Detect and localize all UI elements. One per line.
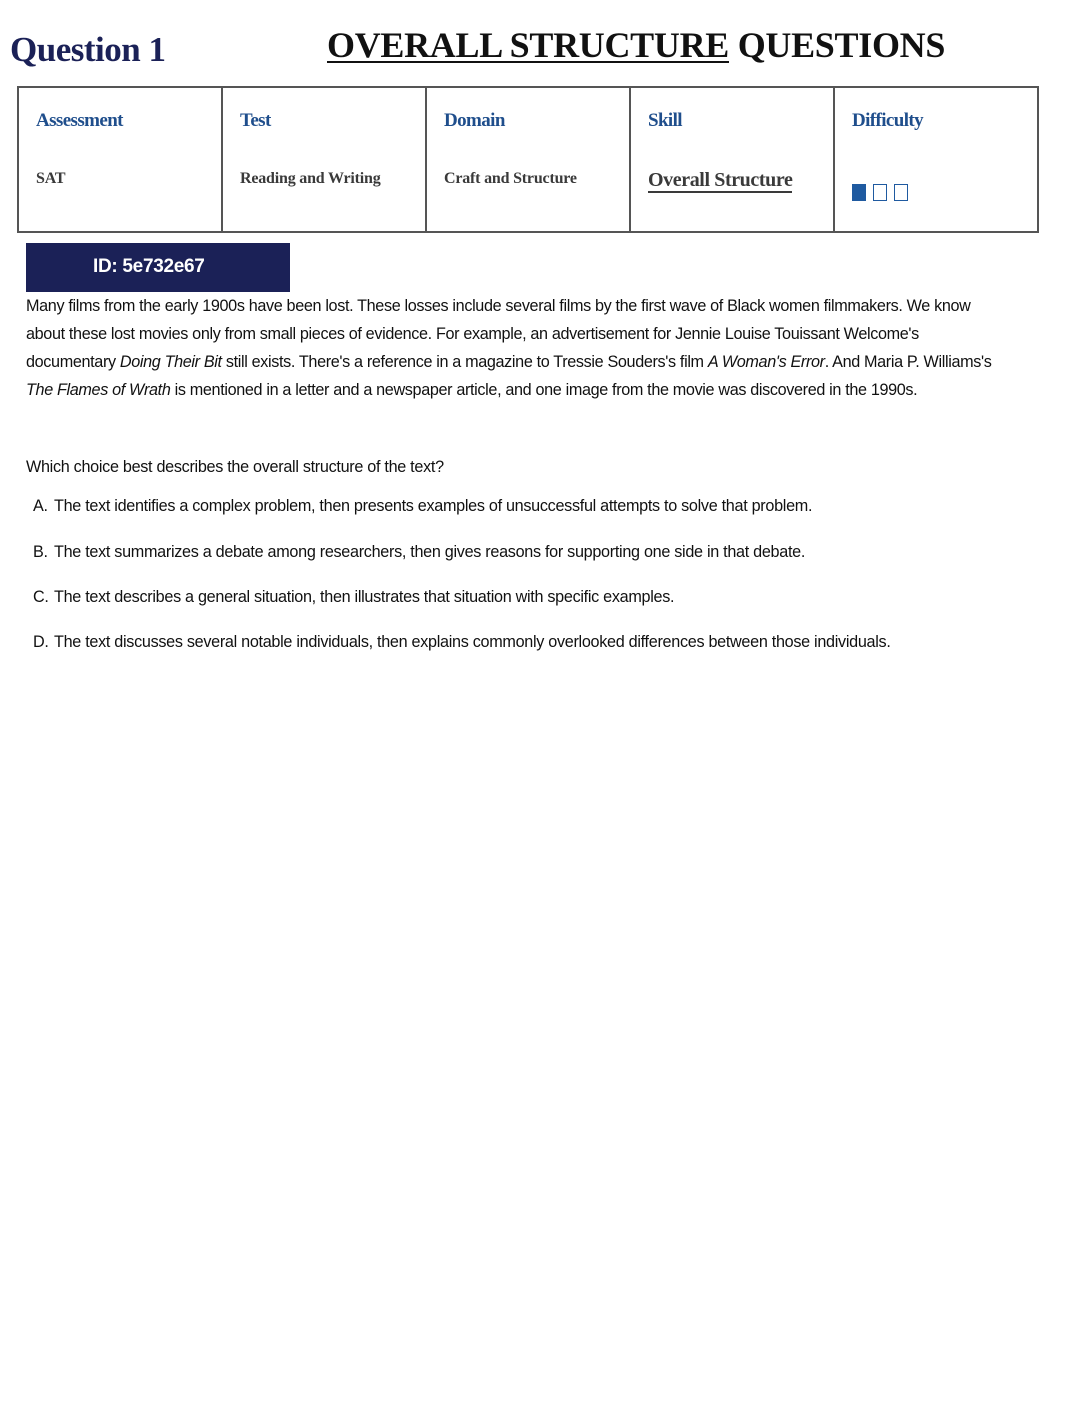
page-title-underlined: OVERALL STRUCTURE bbox=[327, 25, 729, 65]
passage-part: Many films from the early 1900s have been lost. These losses include several films by the first wave of Black women filmmakers. We know about these lost movies only from small pieces of evidence. For example, an advertisement for Jennie Louise Touissant Welcome's documentary bbox=[26, 297, 971, 371]
difficulty-indicator bbox=[852, 184, 908, 201]
passage-text bbox=[26, 292, 1001, 404]
choice-c[interactable] bbox=[33, 583, 933, 611]
choice-text: The text identifies a complex problem, then presents examples of unsuccessful attempts to solve that problem. bbox=[54, 497, 813, 515]
question-metadata-table bbox=[17, 86, 1039, 233]
question-prompt: Which choice best describes the overall structure of the text? bbox=[26, 458, 444, 476]
meta-skill-cell bbox=[630, 87, 834, 232]
meta-difficulty-label: Difficulty bbox=[852, 110, 924, 131]
page-title-rest: QUESTIONS bbox=[729, 25, 946, 65]
meta-assessment-label: Assessment bbox=[36, 110, 123, 131]
choice-letter: C. bbox=[33, 588, 49, 606]
meta-test-cell bbox=[222, 87, 426, 232]
passage-part: . And Maria P. Williams's bbox=[824, 353, 992, 371]
film-title: A Woman's Error bbox=[707, 353, 825, 371]
film-title: Doing Their Bit bbox=[119, 353, 222, 371]
meta-domain-cell bbox=[426, 87, 630, 232]
meta-assessment-cell bbox=[18, 87, 222, 232]
choice-a[interactable] bbox=[33, 492, 933, 520]
meta-domain-value: Craft and Structure bbox=[444, 170, 577, 187]
choice-text: The text discusses several notable individuals, then explains commonly overlooked differences between those individuals. bbox=[54, 633, 891, 651]
meta-skill-label: Skill bbox=[648, 110, 682, 131]
meta-difficulty-cell bbox=[834, 87, 1038, 232]
choice-letter: D. bbox=[33, 633, 49, 651]
passage-part: still exists. There's a reference in a magazine to Tressie Souders's film bbox=[221, 353, 708, 371]
choice-letter: B. bbox=[33, 543, 48, 561]
meta-test-value: Reading and Writing bbox=[240, 170, 381, 187]
meta-skill-link[interactable]: Overall Structure bbox=[648, 169, 793, 191]
question-number: Question 1 bbox=[10, 30, 166, 69]
film-title: The Flames of Wrath bbox=[26, 381, 171, 399]
meta-assessment-value: SAT bbox=[36, 170, 66, 187]
meta-test-label: Test bbox=[240, 110, 271, 131]
choice-d[interactable] bbox=[33, 628, 913, 656]
question-id-badge: ID: 5e732e67 bbox=[26, 243, 290, 292]
passage-part: is mentioned in a letter and a newspaper article, and one image from the movie was discovered in the 1990s. bbox=[170, 381, 918, 399]
page-title bbox=[327, 24, 945, 66]
difficulty-square-filled bbox=[852, 184, 866, 201]
choice-text: The text describes a general situation, then illustrates that situation with specific examples. bbox=[54, 588, 675, 606]
choice-letter: A. bbox=[33, 497, 48, 515]
difficulty-square-empty bbox=[894, 184, 908, 201]
choice-text: The text summarizes a debate among researchers, then gives reasons for supporting one side in that debate. bbox=[54, 543, 806, 561]
difficulty-square-empty bbox=[873, 184, 887, 201]
choice-b[interactable] bbox=[33, 538, 933, 566]
meta-domain-label: Domain bbox=[444, 110, 505, 131]
